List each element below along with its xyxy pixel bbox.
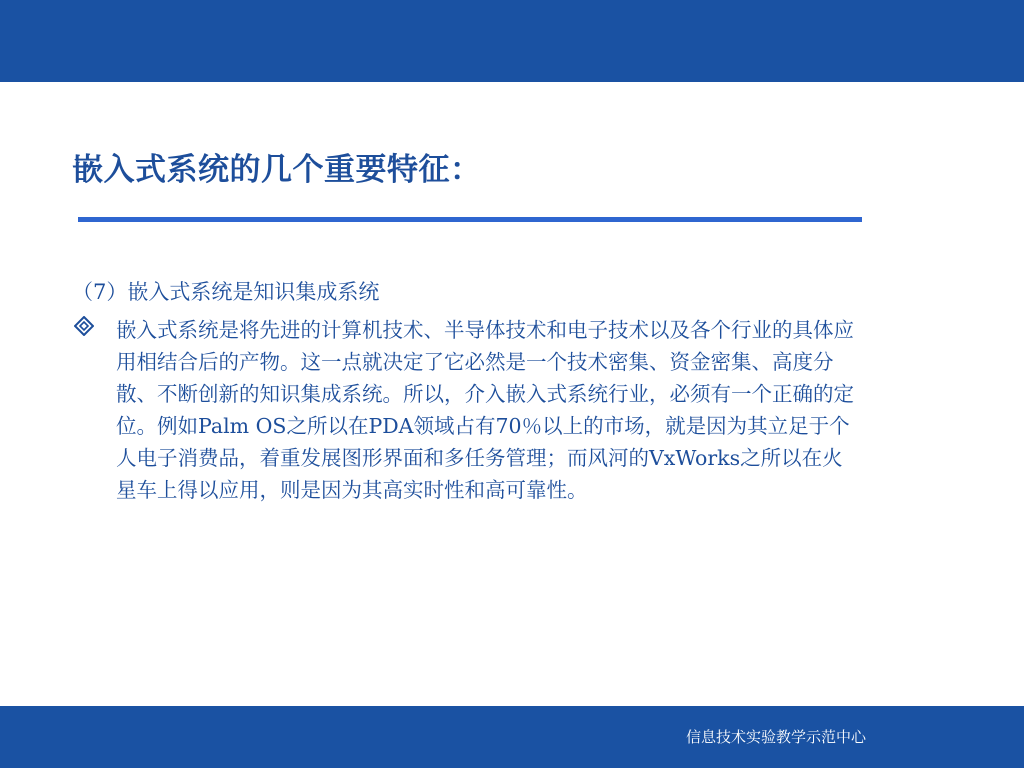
slide-title: 嵌入式系统的几个重要特征： (72, 152, 482, 188)
title-underline (78, 217, 862, 222)
diamond-bullet-icon (74, 316, 94, 336)
bullet-paragraph: 嵌入式系统是将先进的计算机技术、半导体技术和电子技术以及各个行业的具体应用相结合后的产物。这一点就决定了它必然是一个技术密集、资金密集、高度分散、不断创新的知识集成系统。所以，介入嵌入式系统行业，必须有一个正确的定位。例如Palm OS之所以在PDA领域占有70％以上的市场，就是因为其立足于个人电子消费品，着重发展图形界面和多任务管理；而风河的VxWorks之所以在火星车上得以应用，则是因为其高实时性和高可靠性。 (116, 318, 854, 502)
footer-band (0, 706, 1024, 768)
section-subheading: （7）嵌入式系统是知识集成系统 (72, 280, 380, 304)
footer-label: 信息技术实验教学示范中心 (686, 728, 867, 746)
header-band (0, 0, 1024, 82)
